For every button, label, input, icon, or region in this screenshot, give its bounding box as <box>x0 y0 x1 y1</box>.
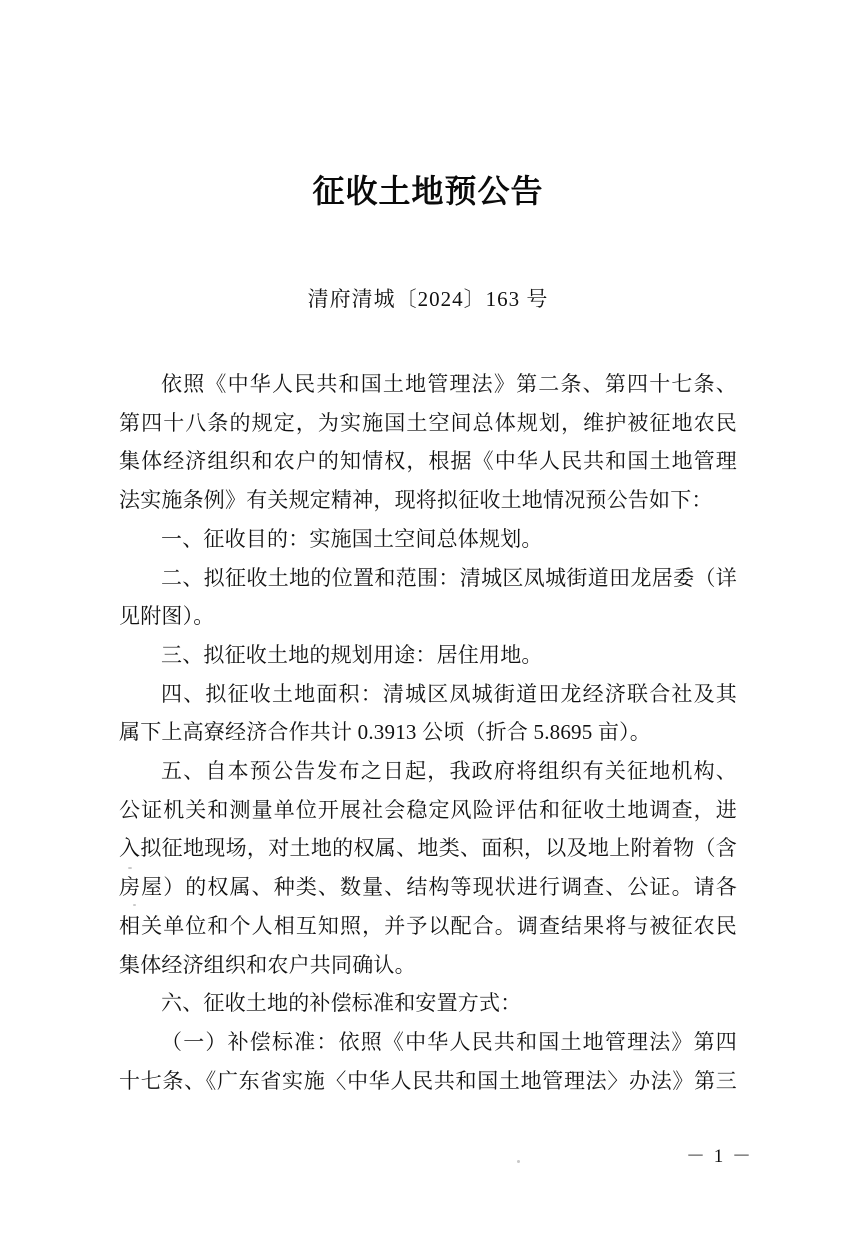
body-line: 集体经济组织和农户的知情权，根据《中华人民共和国土地管理 <box>119 449 737 474</box>
body-line: 六、征收土地的补偿标准和安置方式： <box>161 991 522 1016</box>
body-line: 入拟征地现场，对土地的权属、地类、面积，以及地上附着物（含 <box>119 836 737 861</box>
body-line: 四、拟征收土地面积：清城区凤城街道田龙经济联合社及其 <box>161 681 737 706</box>
body-line: 一、征收目的：实施国土空间总体规划。 <box>161 526 543 551</box>
document-body <box>119 365 737 1100</box>
body-line: 房屋）的权属、种类、数量、结构等现状进行调查、公证。请各 <box>119 875 737 900</box>
body-line: 属下上高寮经济合作共计 0.3913 公顷（折合 5.8695 亩）。 <box>119 720 651 745</box>
body-line: 公证机关和测量单位开展社会稳定风险评估和征收土地调查，进 <box>119 797 737 822</box>
body-line: 集体经济组织和农户共同确认。 <box>119 952 416 977</box>
body-line: 二、拟征收土地的位置和范围：清城区凤城街道田龙居委（详 <box>161 565 737 590</box>
body-line: 第四十八条的规定，为实施国土空间总体规划，维护被征地农民 <box>119 410 737 435</box>
body-line: 见附图）。 <box>119 604 215 629</box>
scan-speck <box>133 904 136 906</box>
document-title: 征收土地预公告 <box>312 173 544 209</box>
body-line: 三、拟征收土地的规划用途：居住用地。 <box>161 642 543 667</box>
body-line: 依照《中华人民共和国土地管理法》第二条、第四十七条、 <box>161 372 737 396</box>
body-line: 十七条、《广东省实施〈中华人民共和国土地管理法〉办法》第三 <box>119 1068 737 1093</box>
scan-speck <box>128 867 132 869</box>
body-line: 法实施条例》有关规定精神，现将拟征收土地情况预公告如下： <box>119 488 713 513</box>
body-line: （一）补偿标准：依照《中华人民共和国土地管理法》第四 <box>161 1029 737 1054</box>
body-line: 相关单位和个人相互知照，并予以配合。调查结果将与被征农民 <box>119 913 737 938</box>
body-line: 五、自本预公告发布之日起，我政府将组织有关征地机构、 <box>161 759 737 784</box>
document-number: 清府清城〔2024〕163 号 <box>307 287 549 311</box>
scan-speck <box>517 1160 520 1163</box>
page-number: － 1 － <box>685 1146 753 1167</box>
